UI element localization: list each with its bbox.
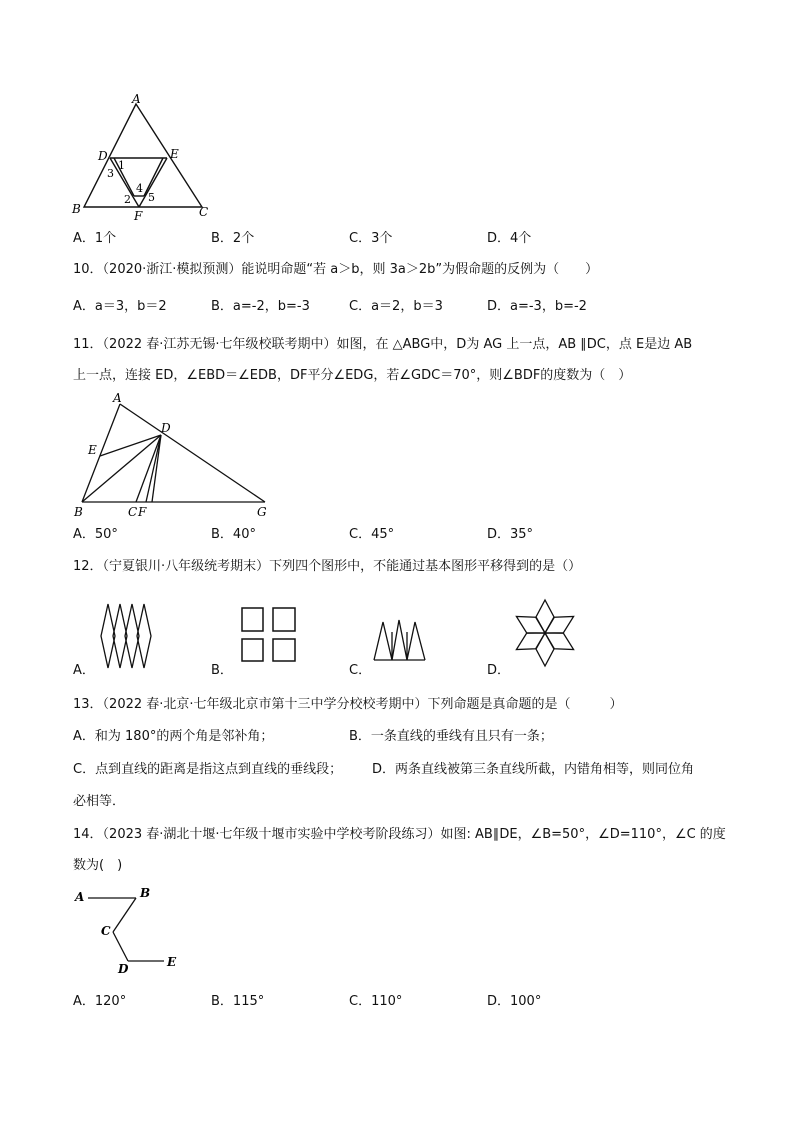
q14-stem-line1: 14．（2023 春·湖北十堰·七年级十堰市实验中学校考阶段练习）如图: AB∥DE，∠B=50°，∠D=110°，∠C 的度 xyxy=(73,827,726,842)
q10-option-a: A．a＝3，b＝2 xyxy=(73,299,167,314)
fig9-label-a: A xyxy=(132,92,141,106)
fig9-label-b: B xyxy=(72,202,81,216)
fig11-label-e: E xyxy=(88,443,97,457)
q10-option-b: B．a=-2，b=-3 xyxy=(211,299,310,314)
q12-option-b: B． xyxy=(211,663,233,678)
fig14-label-a: A xyxy=(75,890,85,904)
fig9-label-f: F xyxy=(134,209,143,222)
q13-option-c: C．点到直线的距离是指这点到直线的垂线段； xyxy=(73,762,343,777)
triangle-figure-q11 xyxy=(70,390,280,520)
figure-rhombus-star xyxy=(514,594,576,672)
fig11-label-c: C xyxy=(128,505,138,519)
fig9-angle-4: 4 xyxy=(136,182,143,195)
q12-option-c: C． xyxy=(349,663,372,678)
fig14-label-d: D xyxy=(118,962,129,976)
q14-option-d: D．100° xyxy=(487,994,542,1009)
q11-stem-line2: 上一点，连接 ED，∠EBD＝∠EDB，DF平分∠EDG，若∠GDC＝70°，则∠BDF的度数为（ ） xyxy=(73,368,632,383)
fig11-label-g: G xyxy=(257,505,267,519)
fig14-label-e: E xyxy=(167,955,177,969)
fig9-angle-1: 1 xyxy=(118,159,125,172)
q14-option-a: A．120° xyxy=(73,994,127,1009)
fig9-angle-3: 3 xyxy=(107,167,114,180)
q11-option-b: B．40° xyxy=(211,527,256,542)
q11-stem-line1: 11．（2022 春·江苏无锡·七年级校联考期中）如图，在 △ABG中，D为 AG 上一点，AB ∥DC，点 E是边 AB xyxy=(73,337,693,352)
triangle-figure-q9 xyxy=(66,92,226,222)
q11-option-a: A．50° xyxy=(73,527,118,542)
q9-option-c: C．3个 xyxy=(349,231,393,246)
q12-option-a: A． xyxy=(73,663,95,678)
fig11-label-b: B xyxy=(74,505,83,519)
fig9-label-e: E xyxy=(170,147,179,161)
q13-option-a: A．和为 180°的两个角是邻补角； xyxy=(73,729,274,744)
fig9-angle-2: 2 xyxy=(124,193,131,206)
q10-option-d: D．a=-3，b=-2 xyxy=(487,299,587,314)
fig9-label-d: D xyxy=(98,149,108,163)
fig11-label-f: F xyxy=(138,505,147,519)
fig11-label-a: A xyxy=(113,391,122,405)
fig9-angle-5: 5 xyxy=(148,191,155,204)
fig11-label-d: D xyxy=(161,421,171,435)
fig9-label-c: C xyxy=(199,205,209,219)
q9-option-a: A．1个 xyxy=(73,231,117,246)
figure-rhombus-chain xyxy=(96,600,158,672)
q10-stem: 10．（2020·浙江·模拟预测）能说明命题“若 a＞b，则 3a＞2b”为假命题的反例为（ ） xyxy=(73,262,599,277)
q12-stem: 12．（宁夏银川·八年级统考期末）下列四个图形中，不能通过基本图形平移得到的是（） xyxy=(73,559,582,574)
fig14-label-c: C xyxy=(101,924,111,938)
q14-option-c: C．110° xyxy=(349,994,403,1009)
q14-option-b: B．115° xyxy=(211,994,265,1009)
q11-option-d: D．35° xyxy=(487,527,534,542)
q9-option-d: D．4个 xyxy=(487,231,532,246)
q10-option-c: C．a＝2，b＝3 xyxy=(349,299,443,314)
q13-stem: 13．（2022 春·北京·七年级北京市第十三中学分校校考期中）下列命题是真命题的是（ ） xyxy=(73,697,623,712)
figure-four-squares xyxy=(236,600,302,666)
q11-option-c: C．45° xyxy=(349,527,395,542)
fig14-label-b: B xyxy=(140,886,151,900)
q13-option-d-line1: D．两条直线被第三条直线所截，内错角相等，则同位角 xyxy=(372,762,695,777)
q13-option-b: B．一条直线的垂线有且只有一条； xyxy=(349,729,553,744)
parallel-lines-figure-q14 xyxy=(70,882,190,977)
q12-option-d: D． xyxy=(487,663,511,678)
q13-option-d-line2: 必相等． xyxy=(73,794,126,809)
q14-stem-line2: 数为( ) xyxy=(73,858,123,873)
figure-triangle-row xyxy=(370,614,430,662)
q9-option-b: B．2个 xyxy=(211,231,255,246)
